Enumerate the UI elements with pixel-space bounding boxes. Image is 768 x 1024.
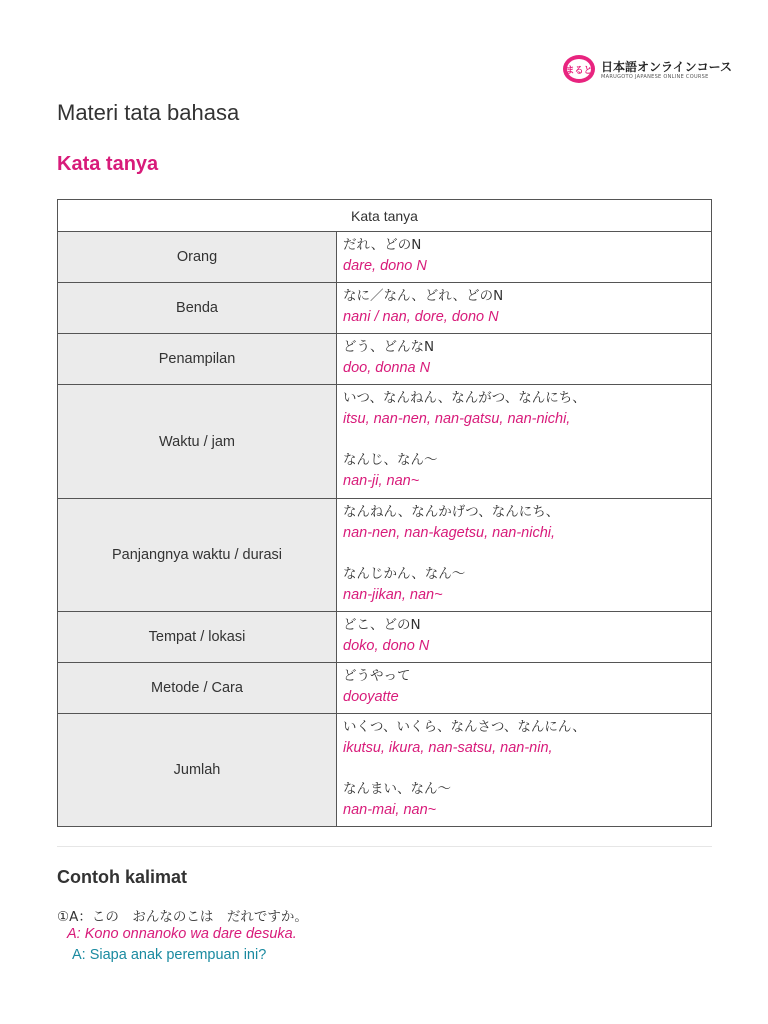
romaji-text: doo, donna N <box>343 360 431 376</box>
table-row <box>58 663 712 714</box>
japanese-text: なんじかん、なん〜 <box>343 566 466 582</box>
examples-heading: Contoh kalimat <box>57 867 188 887</box>
japanese-text: いつ、なんねん、なんがつ、なんにち、 <box>343 390 586 406</box>
japanese-text: なんじ、なん〜 <box>343 452 438 468</box>
row-label: Tempat / lokasi <box>58 612 337 663</box>
japanese-text: なんまい、なん〜 <box>343 781 451 797</box>
row-label: Panjangnya waktu / durasi <box>58 499 337 612</box>
japanese-text: なに／なん、どれ、どのN <box>343 288 504 304</box>
row-content <box>337 714 712 827</box>
japanese-text: どこ、どのN <box>343 617 421 633</box>
document-title: Materi tata bahasa <box>57 100 240 125</box>
example-translation: A: Siapa anak perempuan ini? <box>72 947 267 963</box>
row-label: Jumlah <box>58 714 337 827</box>
japanese-text: いくつ、いくら、なんさつ、なんにん、 <box>343 719 586 735</box>
romaji-text: doko, dono N <box>343 638 430 654</box>
section-heading: Kata tanya <box>57 153 159 175</box>
romaji-text: nani / nan, dore, dono N <box>343 309 499 325</box>
table-row <box>58 714 712 827</box>
course-logo <box>561 52 733 86</box>
romaji-text: nan-ji, nan~ <box>343 473 420 489</box>
romaji-text: nan-nen, nan-kagetsu, nan-nichi, <box>343 525 556 541</box>
japanese-text: どう、どんなN <box>343 339 435 355</box>
row-content <box>337 232 712 283</box>
maruto-logo-icon <box>561 52 597 86</box>
romaji-text: dooyatte <box>343 689 399 705</box>
example-romaji: A: Kono onnanoko wa dare desuka. <box>67 926 297 942</box>
row-content <box>337 612 712 663</box>
logo-subtitle: MARUGOTO JAPANESE ONLINE COURSE <box>601 74 709 80</box>
japanese-text: どうやって <box>343 668 411 684</box>
row-content <box>337 663 712 714</box>
table-row <box>58 232 712 283</box>
romaji-text: dare, dono N <box>343 258 427 274</box>
japanese-text: なんねん、なんかげつ、なんにち、 <box>343 504 560 520</box>
japanese-text: だれ、どのN <box>343 237 422 253</box>
table-row <box>58 612 712 663</box>
table-row <box>58 283 712 334</box>
row-content <box>337 385 712 499</box>
svg-text:まると: まると <box>565 66 593 76</box>
table-header: Kata tanya <box>58 200 712 232</box>
row-label: Orang <box>58 232 337 283</box>
row-content <box>337 499 712 612</box>
romaji-text: nan-jikan, nan~ <box>343 587 443 603</box>
table-row <box>58 499 712 612</box>
row-content <box>337 283 712 334</box>
example-japanese: ①A：この おんなのこは だれですか。 <box>57 909 308 925</box>
romaji-text: ikutsu, ikura, nan-satsu, nan-nin, <box>343 740 553 756</box>
question-words-table <box>57 199 712 827</box>
table-header-row <box>58 200 712 232</box>
romaji-text: nan-mai, nan~ <box>343 802 437 818</box>
row-label: Benda <box>58 283 337 334</box>
logo-title: 日本語オンラインコース <box>601 60 733 74</box>
romaji-text: itsu, nan-nen, nan-gatsu, nan-nichi, <box>343 411 571 427</box>
row-label: Penampilan <box>58 334 337 385</box>
table-row <box>58 385 712 499</box>
section-divider <box>57 846 712 847</box>
row-label: Metode / Cara <box>58 663 337 714</box>
table-row <box>58 334 712 385</box>
row-content <box>337 334 712 385</box>
row-label: Waktu / jam <box>58 385 337 499</box>
